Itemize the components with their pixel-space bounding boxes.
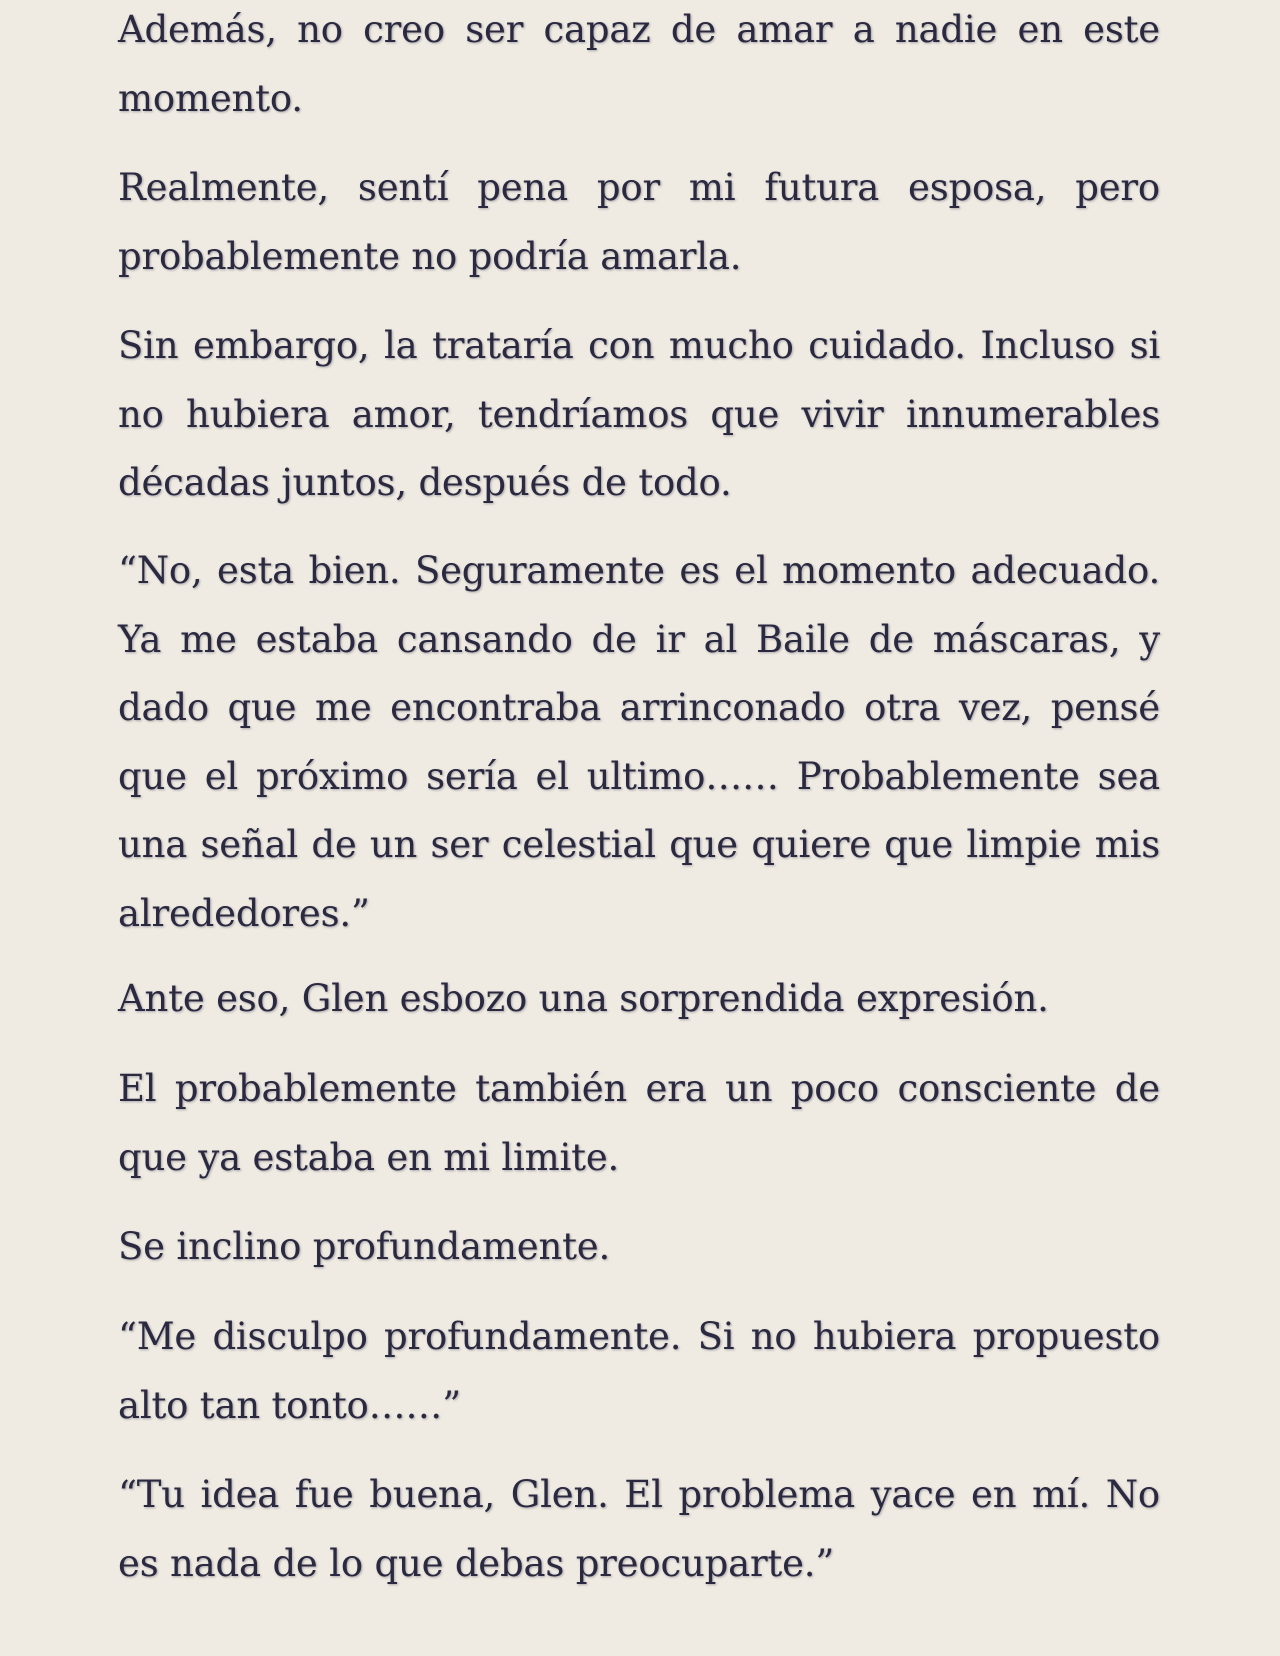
paragraph: Ante eso, Glen esbozo una sorprendida expresión. [118,977,1049,1020]
paragraph: “Tu idea fue buena, Glen. El problema yace en mí. No es nada de lo que debas preocuparte.” [118,1473,1160,1585]
paragraph: Además, no creo ser capaz de amar a nadie en este momento. [118,8,1160,120]
paragraph: Se inclino profundamente. [118,1225,611,1268]
paragraph: “No, esta bien. Seguramente es el momento adecuado. Ya me estaba cansando de ir al Baile de máscaras, y dado que me encontraba arrinconado otra vez, pensé que el próximo sería el ultimo…… Probablemente sea una señal de un ser celestial que quiere que limpie mis alrededores.” [118,549,1160,935]
paragraph: Sin embargo, la trataría con mucho cuidado. Incluso si no hubiera amor, tendríamos que vivir innumerables décadas juntos, después de todo. [118,324,1160,504]
document-page [118,0,1160,1656]
paragraph: Realmente, sentí pena por mi futura esposa, pero probablemente no podría amarla. [118,166,1160,278]
paragraph: “Me disculpo profundamente. Si no hubiera propuesto alto tan tonto……” [118,1315,1160,1427]
paragraph: El probablemente también era un poco consciente de que ya estaba en mi limite. [118,1067,1160,1179]
